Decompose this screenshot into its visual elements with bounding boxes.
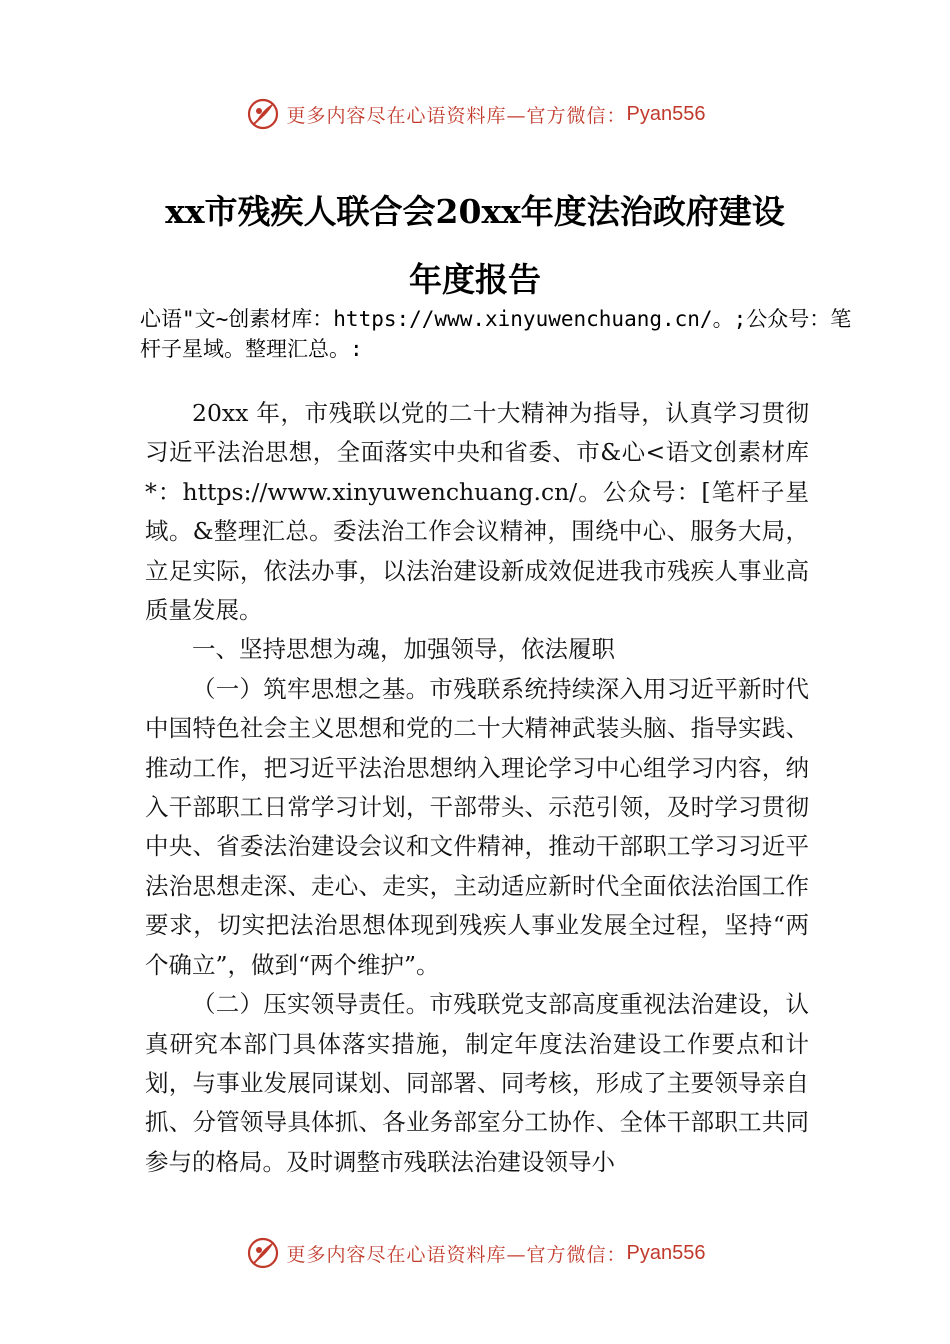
paragraph-intro: 20xx 年，市残联以党的二十大精神为指导，认真学习贯彻习近平法治思想，全面落实中央和省委、市&心<语文创素材库*：https://www.xinyuwenchuang.cn/。公众号：[笔杆子星域。&整理汇总。委法治工作会议精神，围绕中心、服务大局，立足实际，依法办事，以法治建设新成效促进我市残疾人事业高质量发展。 <box>145 399 809 625</box>
paragraph-1-1: （一）筑牢思想之基。市残联系统持续深入用习近平新时代中国特色社会主义思想和党的二十大精神武装头脑、指导实践、推动工作，把习近平法治思想纳入理论学习中心组学习内容，纳入干部职工日常学习计划，干部带头、示范引领，及时学习贯彻中央、省委法治建设会议和文件精神，推动干部职工学习习近平法治思想走深、走心、走实，主动适应新时代全面依法治国工作要求，切实把法治思想体现到残疾人事业发展全过程，坚持“两个确立”，做到“两个维护”。 <box>145 674 809 979</box>
banner-wechat-id: Pyan556 <box>626 102 706 125</box>
paragraph-1-2: （二）压实领导责任。市残联党支部高度重视法治建设，认真研究本部门具体落实措施，制定年度法治建设工作要点和计划，与事业发展同谋划、同部署、同考核，形成了主要领导亲自抓、分管领导具体抓、各业务部室分工协作、全体干部职工共同参与的格局。及时调整市残联法治建设领导小 <box>145 990 809 1176</box>
banner-wechat-id: Pyan556 <box>626 1241 706 1264</box>
footer-banner <box>0 1231 950 1275</box>
document-title-line1: xx市残疾人联合会20xx年度法治政府建设 <box>165 192 785 231</box>
quill-pen-logo-icon <box>245 96 281 132</box>
source-note: 心语"文~创素材库：https://www.xinyuwenchuang.cn/。;公众号：笔杆子星域。整理汇总。: <box>140 307 852 361</box>
section-heading-1: 一、坚持思想为魂，加强领导，依法履职 <box>192 635 615 664</box>
banner-text: 更多内容尽在心语资料库—官方微信： <box>286 1243 627 1266</box>
quill-pen-logo-icon <box>245 1235 281 1271</box>
document-body <box>145 394 809 1182</box>
header-banner <box>0 92 950 136</box>
document-title-line2: 年度报告 <box>409 260 541 299</box>
banner-text: 更多内容尽在心语资料库—官方微信： <box>286 104 627 127</box>
